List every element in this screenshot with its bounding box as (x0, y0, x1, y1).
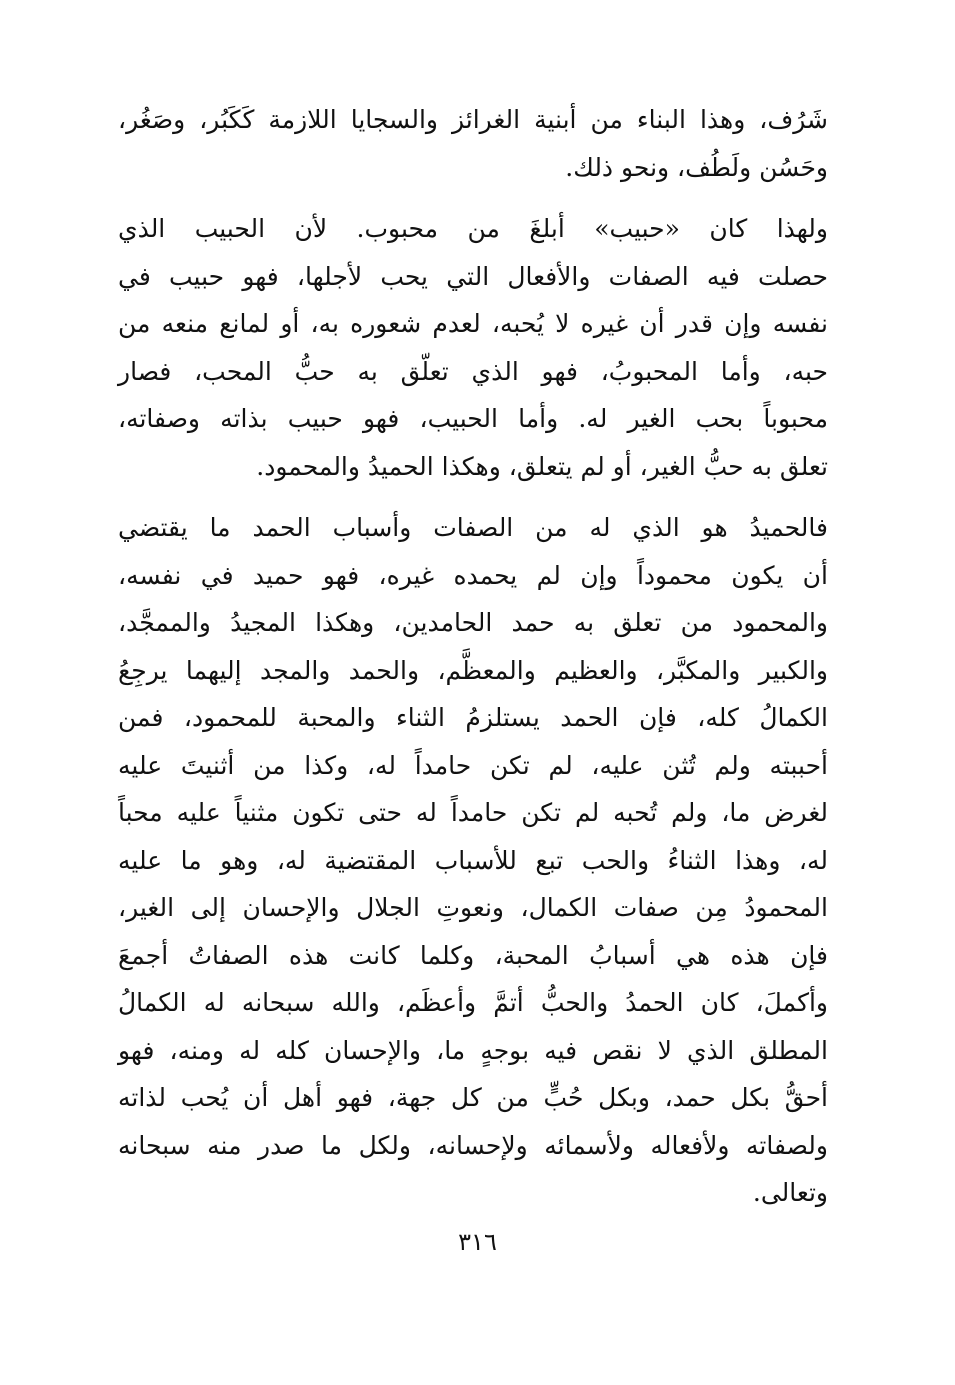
body-text (118, 96, 828, 1231)
paragraph-2 (118, 205, 828, 490)
text-line: والكبير والمكبَّر، والعظيم والمعظَّم، والحمد والمجد إليهما يرجِعُ (118, 655, 828, 685)
text-line: حبه، وأما المحبوبُ، فهو الذي تعلّق به حبُّ المحب، فصار (118, 356, 828, 386)
text-line: أحببته ولم تُثن عليه، لم تكن حامداً له، وكذا من أثنيتَ عليه (118, 750, 828, 780)
paragraph-1 (118, 96, 828, 191)
text-line: الكمالُ كله، فإن الحمد يستلزمُ الثناء والمحبة للمحمود، فمن (118, 703, 828, 732)
text-line: فإن هذه هي أسبابُ المحبة، وكلما كانت هذه الصفاتُ أجمعَ (118, 940, 828, 970)
text-line: أن يكون محموداً وإن لم يحمده غيره، فهو حميد في نفسه، (118, 560, 828, 590)
text-line: وحَسُن ولَطُف، ونحو ذلك. (565, 152, 828, 182)
text-line: ولهذا كان «حبيب» أبلغَ من محبوب. لأن الحبيب الذي (118, 214, 828, 243)
text-line: وأكملَ، كان الحمدُ والحبُّ أتمَّ وأعظَم، والله سبحانه له الكمالُ (118, 988, 828, 1017)
text-line: تعلق به حبُّ الغير، أو لم يتعلق، وهكذا الحميدُ والمحمود. (256, 451, 828, 481)
text-line: ولصفاته ولأفعاله ولأسمائه ولإحسانه، ولكل ما صدر منه سبحانه (118, 1130, 828, 1160)
text-line: وتعالى. (752, 1178, 828, 1207)
text-line: فالحميدُ هو الذي له من الصفات وأسباب الحمد ما يقتضي (118, 513, 828, 542)
text-line: شَرُف، وهذا البناء من أبنية الغرائز والسجايا اللازمة كَكَبُر، وصَغُر، (118, 105, 828, 134)
text-line: المحمودُ مِن صفات الكمال، ونعوتِ الجلال والإحسان إلى الغير، (118, 893, 828, 922)
text-line: نفسه وإن قدر أن غيره لا يُحبه، لعدم شعوره به، أو لمانع منعه من (118, 309, 828, 338)
text-line: حصلت فيه الصفات والأفعال التي يحب لأجلها، فهو حبيب في (118, 261, 828, 291)
text-line: له، وهذا الثناءُ والحب تبع للأسباب المقتضية له، وهو ما عليه (118, 845, 828, 875)
text-line: المطلق الذي لا نقص فيه بوجهٍ ما، والإحسان كله له ومنه، فهو (118, 1035, 828, 1065)
paragraph-3 (118, 504, 828, 1217)
text-line: والمحمود من تعلق به حمد الحامدين، وهكذا المجيدُ والممجَّد، (118, 608, 828, 637)
text-line: محبوباً بحب الغير له. وأما الحبيب، فهو حبيب بذاته وصفاته، (118, 404, 828, 433)
page-number: ٣١٦ (458, 1228, 497, 1256)
text-line: لغرض ما، ولم تُحبه لم تكن حامداً له حتى تكون مثنياً عليه محباً (118, 798, 828, 827)
text-line: أحقُّ بكل حمد، وبكل حُبٍّ من كل جهة، فهو أهل أن يُحب لذاته (118, 1083, 828, 1112)
